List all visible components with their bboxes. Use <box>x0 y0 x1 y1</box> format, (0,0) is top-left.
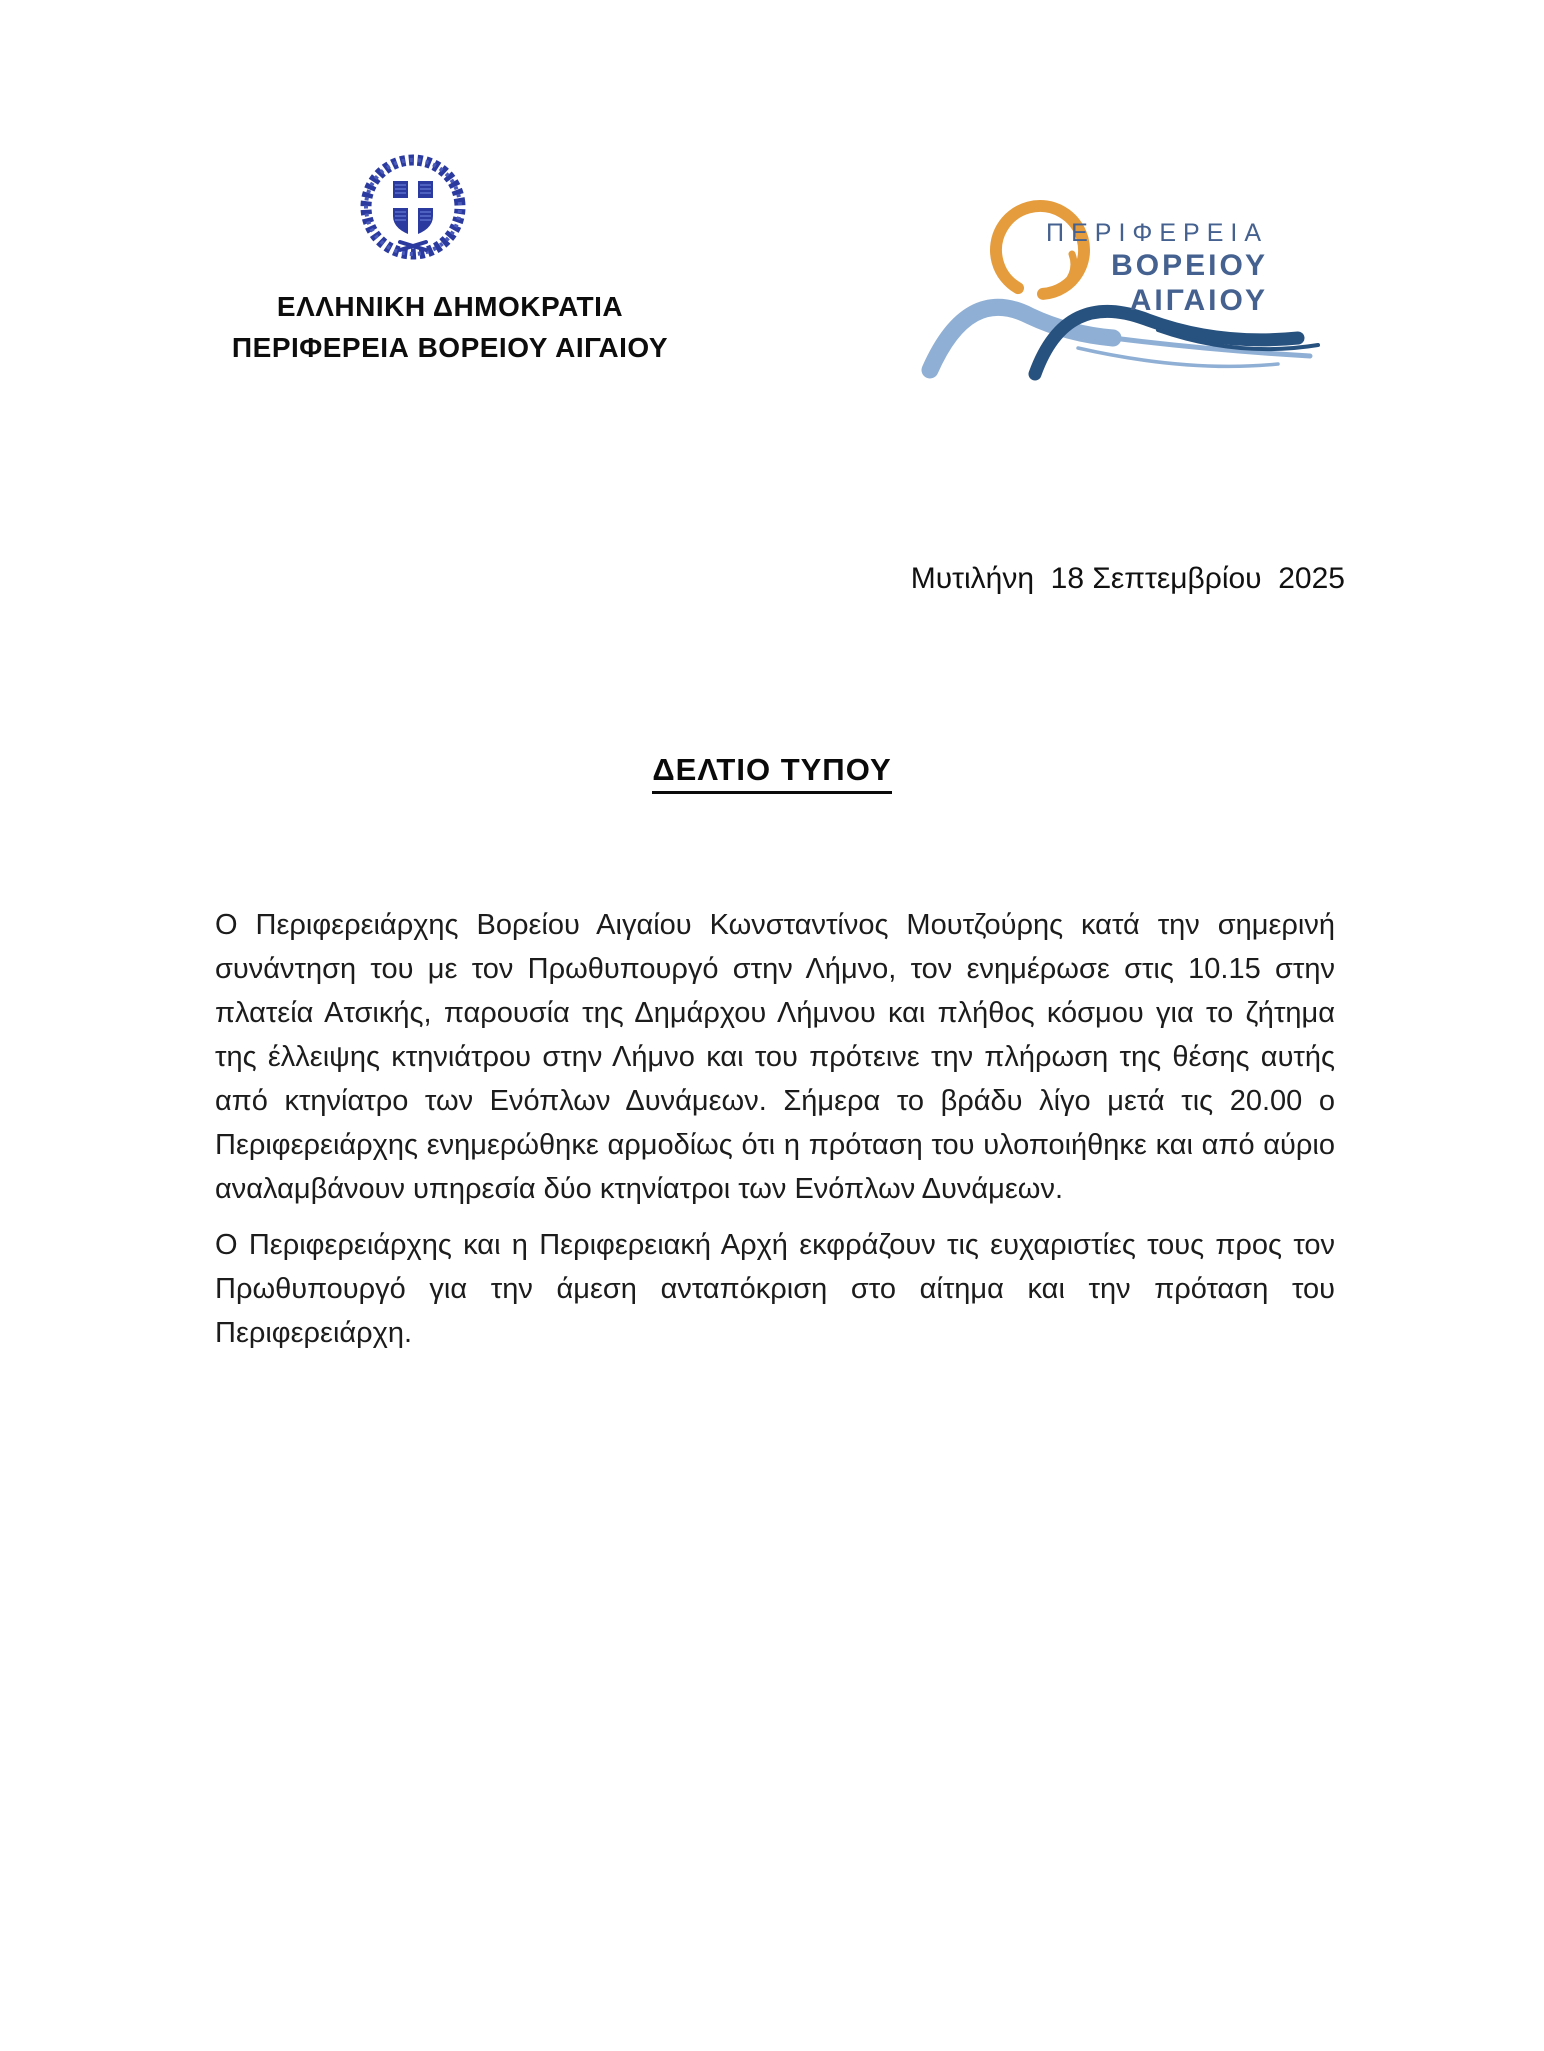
region-north-aegean-logo <box>898 188 1338 393</box>
greek-republic-emblem-icon <box>356 152 470 266</box>
place-and-date-line: Μυτιλήνη 18 Σεπτεμβρίου 2025 <box>910 562 1345 595</box>
document-title: ΔΕΛΤΙΟ ΤΥΠΟΥ <box>652 752 891 794</box>
authority-line-2: ΠΕΡΙΦΕΡΕΙΑ ΒΟΡΕΙΟΥ ΑΙΓΑΙΟΥ <box>231 332 669 363</box>
logo-word-perifereia: ΠΕΡΙΦΕΡΕΙΑ <box>1046 219 1268 247</box>
region-logo-wordmark <box>968 218 1268 318</box>
body-paragraph-1: Ο Περιφερειάρχης Βορείου Αιγαίου Κωνσταντίνος Μουτζούρης κατά την σημερινή συνάντηση του με τον Πρωθυπουργό στην Λήμνο, τον ενημέρωσε στις 10.15 στην πλατεία Ατσικής, παρουσία της Δημάρχου Λήμνου και πλήθος κόσμου για το ζήτημα της έλλειψης κτηνιάτρου στην Λήμνο και του πρότεινε την πλήρωση της θέσης αυτής από κτηνίατρο των Ενόπλων Δυνάμεων. Σήμερα το βράδυ λίγο μετά τις 20.00 ο Περιφερειάρχης ενημερώθηκε αρμοδίως ότι η πρόταση του υλοποιήθηκε και από αύριο αναλαμβάνουν υπηρεσία δύο κτηνίατροι των Ενόπλων Δυνάμεων. <box>215 909 1335 1205</box>
body-paragraph-2: Ο Περιφερειάρχης και η Περιφερειακή Αρχή εκφράζουν τις ευχαριστίες τους προς τον Πρωθυπουργό για την άμεση ανταπόκριση στο αίτημα και την πρόταση του Περιφερειάρχη. <box>215 1229 1335 1349</box>
authority-line-1: ΕΛΛΗΝΙΚΗ ΔΗΜΟΚΡΑΤΙΑ <box>276 291 624 322</box>
issuing-authority-header <box>140 286 760 368</box>
logo-word-voreiou: ΒΟΡΕΙΟΥ <box>1111 249 1268 282</box>
logo-word-aigaiou: ΑΙΓΑΙΟΥ <box>1129 284 1268 317</box>
press-release-body <box>215 903 1335 1367</box>
document-title-row <box>0 752 1544 794</box>
